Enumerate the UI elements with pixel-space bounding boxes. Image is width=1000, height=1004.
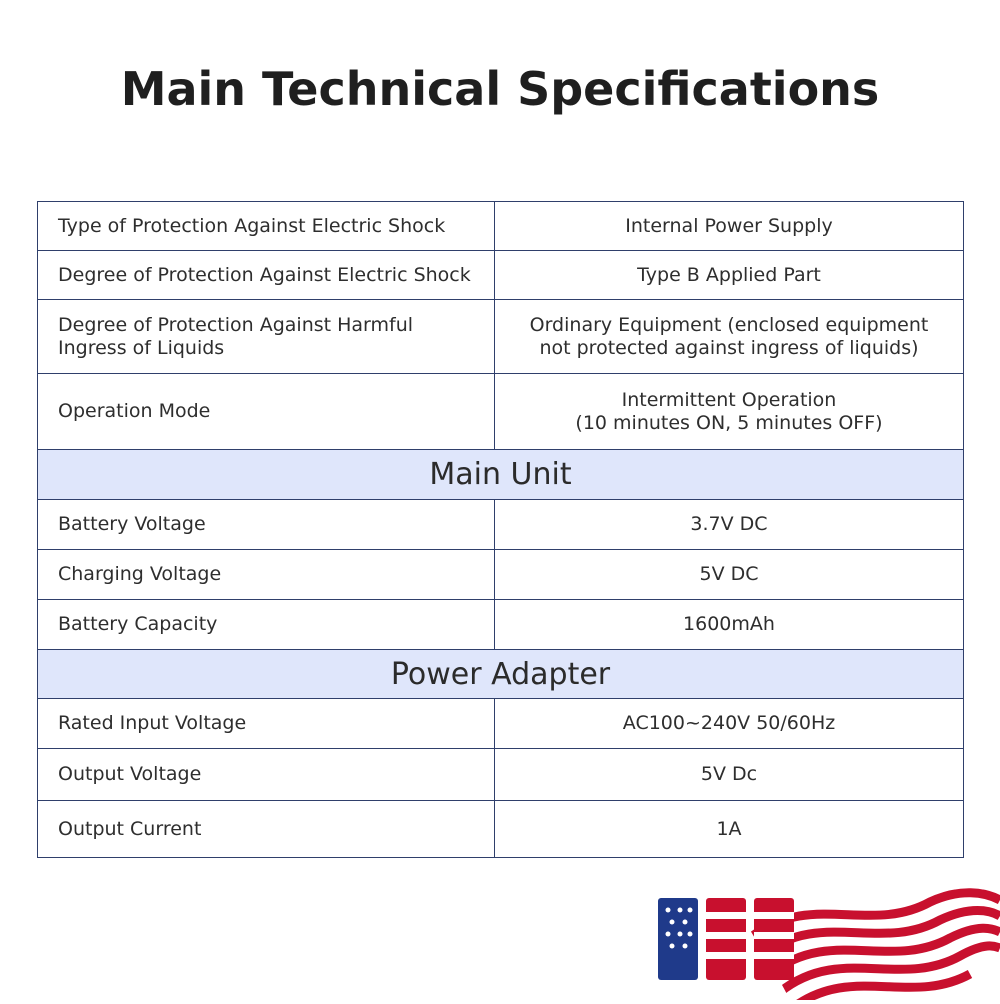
spec-label: Rated Input Voltage xyxy=(38,699,495,749)
spec-value: 1A xyxy=(495,801,964,858)
table-row xyxy=(38,801,964,858)
table-row xyxy=(38,300,964,374)
spec-label: Type of Protection Against Electric Shock xyxy=(38,202,495,251)
usa-letters xyxy=(658,898,794,980)
spec-label: Battery Voltage xyxy=(38,500,495,550)
spec-value: 5V DC xyxy=(495,550,964,600)
spec-label: Charging Voltage xyxy=(38,550,495,600)
spec-value: Type B Applied Part xyxy=(495,251,964,300)
spec-label: Output Voltage xyxy=(38,749,495,801)
table-row xyxy=(38,699,964,749)
spec-value: 1600mAh xyxy=(495,600,964,650)
spec-value-line: Ordinary Equipment (enclosed equipment xyxy=(529,313,929,336)
spec-label xyxy=(38,300,495,374)
spec-value: AC100~240V 50/60Hz xyxy=(495,699,964,749)
usa-flag-icon xyxy=(640,870,1000,1000)
spec-value-line: Intermittent Operation xyxy=(621,388,837,411)
spec-value: Internal Power Supply xyxy=(495,202,964,251)
usa-flag-logo xyxy=(640,870,1000,1000)
spec-label: Degree of Protection Against Electric Shock xyxy=(38,251,495,300)
table-row xyxy=(38,749,964,801)
section-title-main-unit: Main Unit xyxy=(38,450,964,500)
spec-value: 3.7V DC xyxy=(495,500,964,550)
table-row xyxy=(38,600,964,650)
section-title-power-adapter: Power Adapter xyxy=(38,650,964,699)
spec-label-line: Ingress of Liquids xyxy=(58,336,225,359)
spec-label-line: Degree of Protection Against Harmful xyxy=(58,313,414,336)
spec-value xyxy=(495,300,964,374)
table-row xyxy=(38,251,964,300)
specifications-table xyxy=(37,201,964,858)
table-row xyxy=(38,202,964,251)
table-row xyxy=(38,500,964,550)
page-title: Main Technical Specifications xyxy=(120,62,880,116)
table-row xyxy=(38,374,964,450)
spec-value xyxy=(495,374,964,450)
table-row xyxy=(38,550,964,600)
spec-label: Battery Capacity xyxy=(38,600,495,650)
section-header-row xyxy=(38,450,964,500)
spec-label: Operation Mode xyxy=(38,374,495,450)
spec-value: 5V Dc xyxy=(495,749,964,801)
spec-label: Output Current xyxy=(38,801,495,858)
spec-value-line: not protected against ingress of liquids) xyxy=(539,336,919,359)
spec-value-line: (10 minutes ON, 5 minutes OFF) xyxy=(575,411,883,434)
section-header-row xyxy=(38,650,964,699)
